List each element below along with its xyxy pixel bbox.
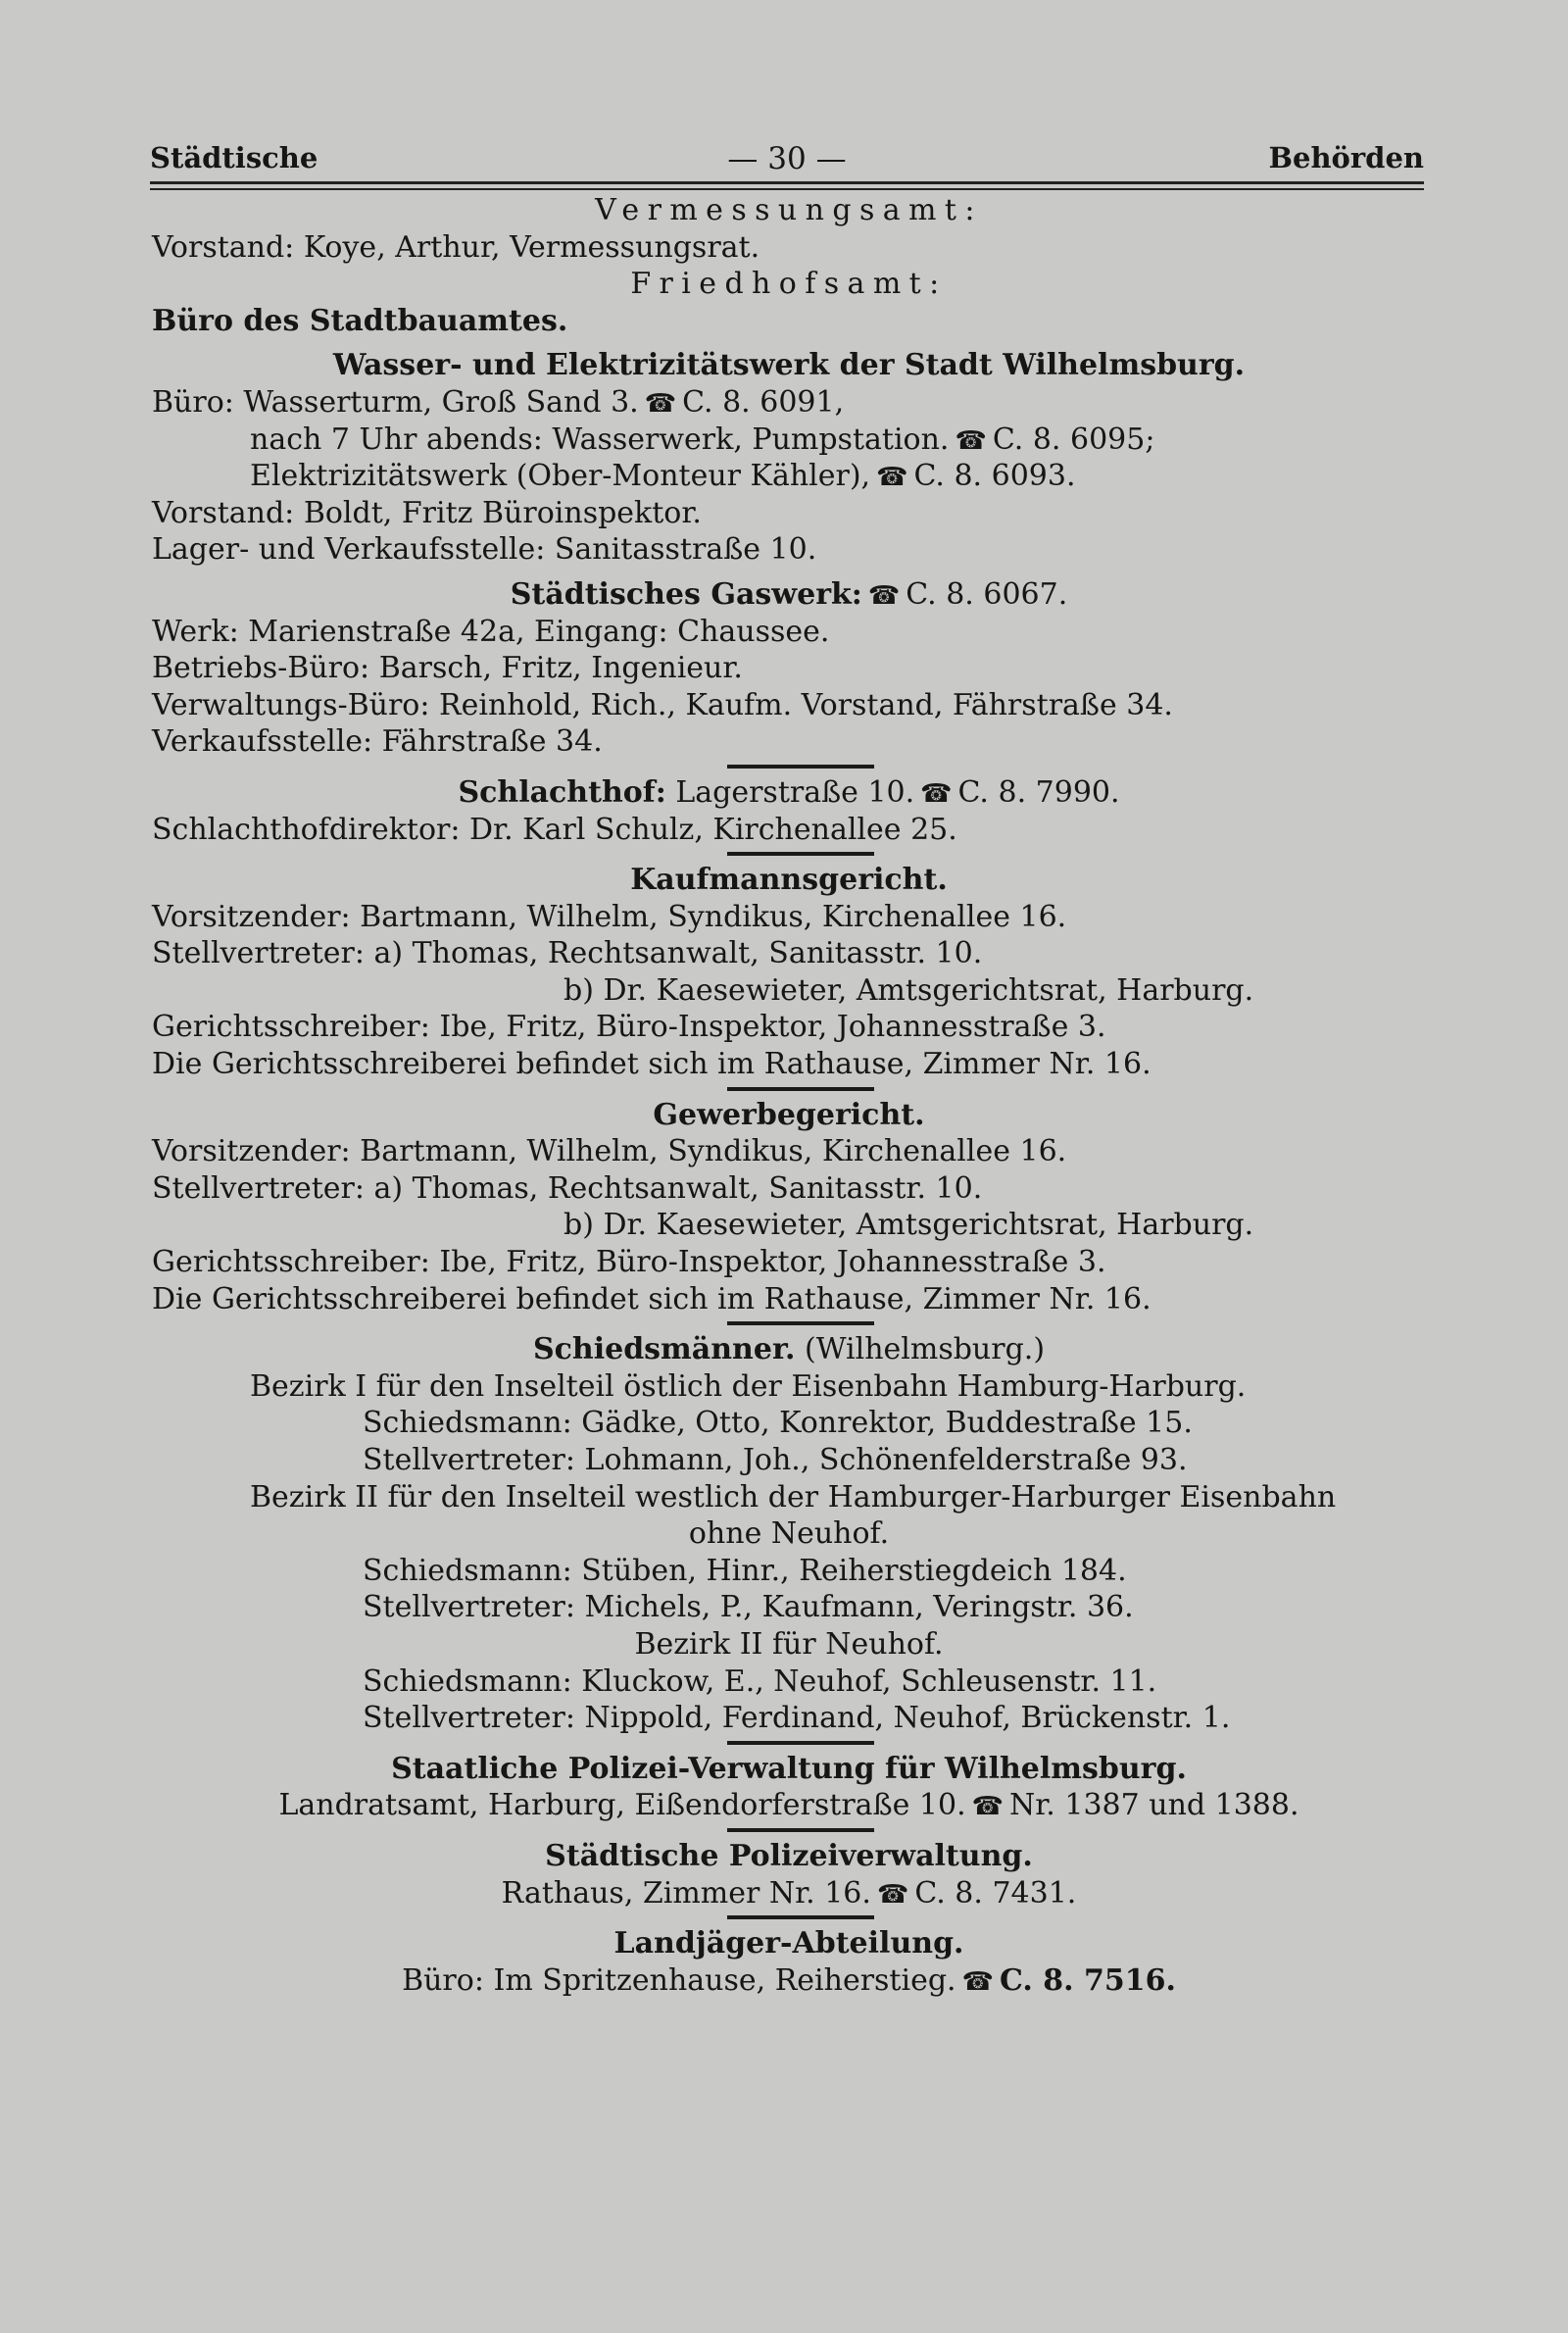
phone-hand-icon: ☎	[955, 425, 987, 456]
phone-hand-icon: ☎	[971, 1792, 1004, 1822]
schlachthof-addr: Lagerstraße 10.	[675, 774, 915, 810]
section-divider	[152, 761, 1426, 774]
staatliche-polizei-addr-text: Landratsamt, Harburg, Eißendorferstraße 10.	[278, 1788, 966, 1823]
phone-hand-icon: ☎	[876, 1879, 909, 1910]
schiedsmaenner-bezirk3: Bezirk II für Neuhof.	[634, 1626, 944, 1662]
vermessungsamt-vorstand: Vorstand: Koye, Arthur, Vermessungsrat.	[152, 229, 760, 265]
gewerbegericht-stellv-a: Stellvertreter: a) Thomas, Rechtsanwalt, Sanitasstr. 10.	[152, 1170, 983, 1206]
wasserwerk-abends-tel: C. 8. 6095;	[992, 422, 1155, 457]
gaswerk-tel: C. 8. 6067.	[906, 576, 1068, 612]
wasserwerk-elektro-tel: C. 8. 6093.	[913, 459, 1076, 494]
staatliche-polizei-addr	[152, 1787, 1426, 1824]
kaufmannsgericht-vorsitz: Vorsitzender: Bartmann, Wilhelm, Syndikus, Kirchenallee 16.	[152, 899, 1067, 934]
page-number: — 30 —	[727, 141, 847, 176]
schiedsmaenner-b2-schieds: Schiedsmann: Stüben, Hinr., Reiherstiegdeich 184.	[363, 1553, 1127, 1588]
section-title-vermessungsamt: Vermessungsamt:	[595, 193, 983, 227]
friedhofsamt-buero: Büro des Stadtbauamtes.	[152, 303, 568, 338]
schiedsmaenner-title: Schiedsmänner.	[532, 1332, 796, 1367]
schiedsmaenner-b1-stellv: Stellvertreter: Lohmann, Joh., Schönenfelderstraße 93.	[363, 1443, 1188, 1477]
landjaeger-addr	[152, 1962, 1426, 2000]
wasserwerk-abends	[152, 422, 1426, 459]
kaufmannsgericht-schreiber: Gerichtsschreiber: Ibe, Fritz, Büro-Inspektor, Johannesstraße 3.	[152, 1010, 1106, 1045]
schlachthof-tel: C. 8. 7990.	[957, 774, 1120, 810]
gaswerk-betrieb: Betriebs-Büro: Barsch, Fritz, Ingenieur.	[152, 651, 743, 686]
wasserwerk-buero	[152, 384, 1426, 422]
phone-hand-icon: ☎	[644, 388, 677, 419]
schiedsmaenner-bezirk2: Bezirk II für den Inselteil westlich der Hamburger-Harburger Eisenbahn	[250, 1479, 1337, 1514]
gaswerk-title: Städtisches Gaswerk:	[510, 576, 862, 612]
schiedsmaenner-b1-schieds: Schiedsmann: Gädke, Otto, Konrektor, Buddestraße 15.	[363, 1406, 1193, 1441]
page-content	[152, 192, 1426, 1999]
wasserwerk-lager: Lager- und Verkaufsstelle: Sanitasstraße 10.	[152, 532, 817, 568]
gewerbegericht-vorsitz: Vorsitzender: Bartmann, Wilhelm, Syndikus, Kirchenallee 16.	[152, 1134, 1067, 1169]
kaufmannsgericht-schreiberei: Die Gerichtsschreiberei befindet sich im Rathause, Zimmer Nr. 16.	[152, 1047, 1152, 1082]
landjaeger-tel: C. 8. 7516.	[999, 1962, 1176, 1998]
staedtische-polizei-tel: C. 8. 7431.	[914, 1875, 1077, 1911]
schiedsmaenner-bezirk2-cont: ohne Neuhof.	[688, 1516, 890, 1552]
schlachthof-direktor: Schlachthofdirektor: Dr. Karl Schulz, Kirchenallee 25.	[152, 812, 957, 847]
schiedsmaenner-b2-stellv: Stellvertreter: Michels, P., Kaufmann, Veringstr. 36.	[363, 1590, 1134, 1625]
schiedsmaenner-bezirk1: Bezirk I für den Inselteil östlich der Eisenbahn Hamburg-Harburg.	[250, 1368, 1247, 1404]
schlachthof-title: Schlachthof:	[458, 774, 666, 810]
gaswerk-verkauf: Verkaufsstelle: Fährstraße 34.	[152, 724, 603, 760]
gaswerk-werk: Werk: Marienstraße 42a, Eingang: Chaussee.	[152, 614, 830, 649]
section-divider	[152, 1824, 1426, 1838]
section-title-wasserwerk: Wasser- und Elektrizitätswerk der Stadt Wilhelmsburg.	[332, 348, 1246, 383]
section-title-staatliche-polizei: Staatliche Polizei-Verwaltung für Wilhelmsburg.	[391, 1751, 1187, 1786]
wasserwerk-abends-text: nach 7 Uhr abends: Wasserwerk, Pumpstation.	[250, 422, 950, 457]
kaufmannsgericht-stellv-a: Stellvertreter: a) Thomas, Rechtsanwalt, Sanitasstr. 10.	[152, 936, 983, 971]
phone-hand-icon: ☎	[867, 580, 901, 611]
wasserwerk-elektro-text: Elektrizitätswerk (Ober-Monteur Kähler),	[250, 459, 871, 494]
schiedsmaenner-b3-stellv: Stellvertreter: Nippold, Ferdinand, Neuhof, Brückenstr. 1.	[363, 1701, 1231, 1736]
header-right: Behörden	[1268, 141, 1424, 174]
gewerbegericht-schreiberei: Die Gerichtsschreiberei befindet sich im Rathause, Zimmer Nr. 16.	[152, 1281, 1152, 1316]
header-left: Städtische	[150, 141, 318, 174]
wasserwerk-buero-tel: C. 8. 6091,	[682, 384, 845, 420]
section-title-schlachthof	[152, 774, 1426, 812]
section-divider	[152, 1737, 1426, 1751]
schiedsmaenner-suffix: (Wilhelmsburg.)	[805, 1332, 1046, 1367]
wasserwerk-vorstand: Vorstand: Boldt, Fritz Büroinspektor.	[152, 495, 702, 530]
page-header	[150, 141, 1424, 180]
wasserwerk-elektro	[152, 458, 1426, 495]
phone-hand-icon: ☎	[920, 778, 953, 809]
section-divider	[152, 1083, 1426, 1097]
landjaeger-addr-text: Büro: Im Spritzenhause, Reiherstieg.	[402, 1962, 956, 1998]
section-title-staedtische-polizei: Städtische Polizeiverwaltung.	[545, 1838, 1033, 1873]
header-rule	[150, 181, 1424, 190]
section-divider	[152, 848, 1426, 862]
section-title-gewerbegericht: Gewerbegericht.	[653, 1097, 925, 1132]
section-divider	[152, 1911, 1426, 1925]
staatliche-polizei-tel: Nr. 1387 und 1388.	[1009, 1788, 1299, 1823]
staedtische-polizei-addr	[152, 1875, 1426, 1912]
gewerbegericht-schreiber: Gerichtsschreiber: Ibe, Fritz, Büro-Inspektor, Johannesstraße 3.	[152, 1245, 1106, 1280]
gewerbegericht-stellv-b: b) Dr. Kaesewieter, Amtsgerichtsrat, Harburg.	[564, 1208, 1254, 1243]
section-title-gaswerk	[152, 576, 1426, 614]
section-title-landjaeger: Landjäger-Abteilung.	[613, 1926, 964, 1961]
section-title-kaufmannsgericht: Kaufmannsgericht.	[630, 863, 948, 898]
schiedsmaenner-b3-schieds: Schiedsmann: Kluckow, E., Neuhof, Schleusenstr. 11.	[363, 1663, 1157, 1699]
section-divider	[152, 1317, 1426, 1331]
phone-hand-icon: ☎	[876, 463, 908, 493]
wasserwerk-buero-text: Büro: Wasserturm, Groß Sand 3.	[152, 384, 639, 420]
staedtische-polizei-addr-text: Rathaus, Zimmer Nr. 16.	[501, 1875, 871, 1911]
section-title-schiedsmaenner	[152, 1331, 1426, 1368]
phone-hand-icon: ☎	[961, 1966, 994, 1997]
section-title-friedhofsamt: Friedhofsamt:	[630, 267, 948, 302]
gaswerk-verwaltung: Verwaltungs-Büro: Reinhold, Rich., Kaufm. Vorstand, Fährstraße 34.	[152, 687, 1173, 722]
kaufmannsgericht-stellv-b: b) Dr. Kaesewieter, Amtsgerichtsrat, Harburg.	[564, 972, 1254, 1008]
